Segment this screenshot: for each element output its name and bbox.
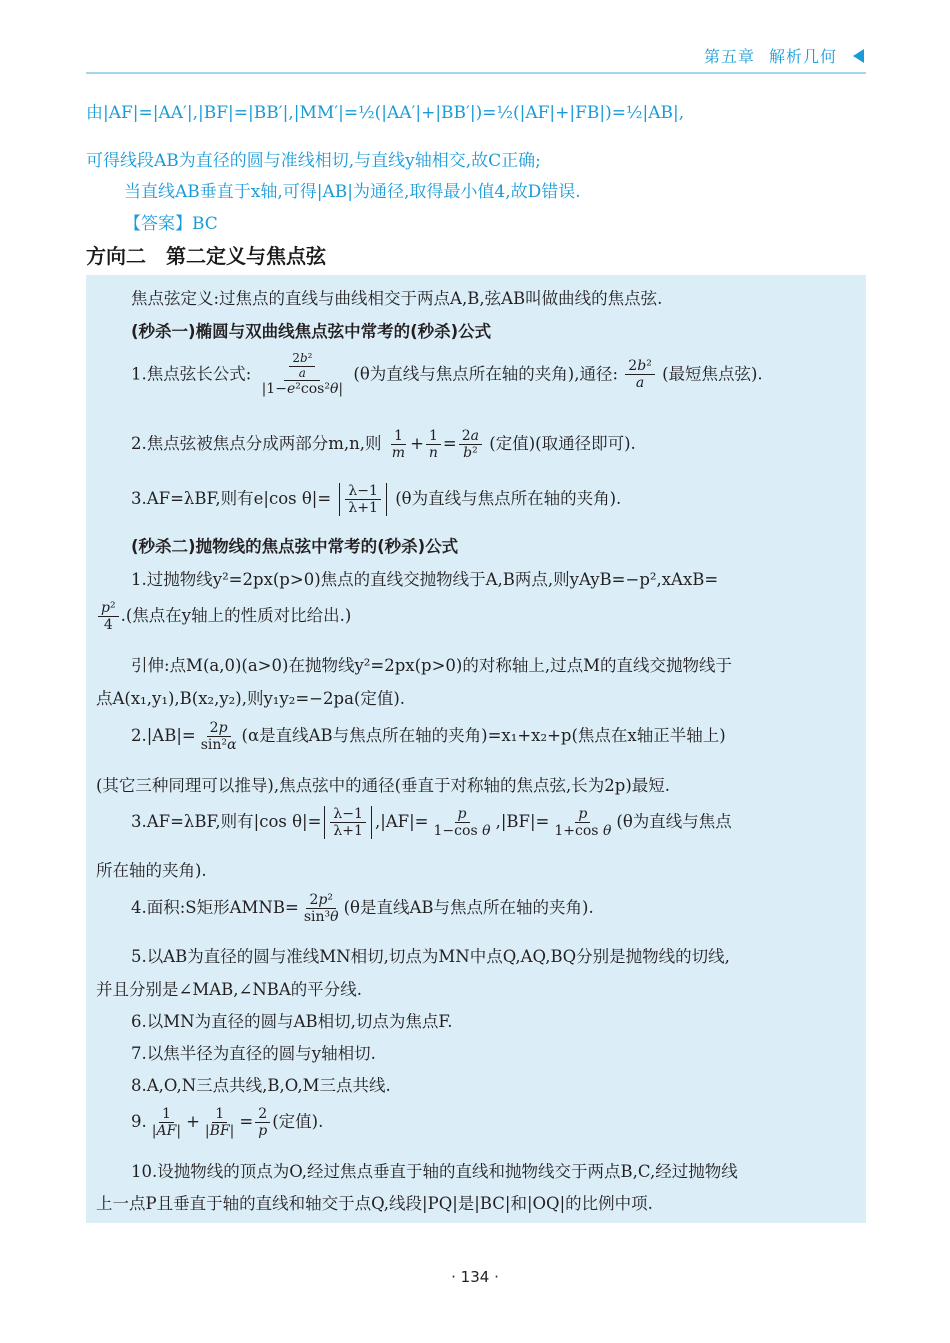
section-title: 方向二 第二定义与焦点弦 xyxy=(86,244,326,268)
header-rule xyxy=(86,72,866,74)
parabola-8: 8.A,O,N三点共线,B,O,M三点共线. xyxy=(131,1076,391,1095)
formula-1: 1.焦点弦长公式: $\frac{\frac{\text{2b²}}{a}}{\text{|1−e²cos²θ|}}$ (θ为直线与焦点所在轴的夹角),通径: $\frac{\text{2b²}}{a}$ (最短焦点弦). xyxy=(131,351,763,398)
parabola-2a: 2.|AB|= $\frac{2p}{\text{sin²α}}$ (α是直线AB与焦点所在轴的夹角)=x₁+x₂+p(焦点在x轴正半轴上) xyxy=(131,720,726,754)
extension-1: 引伸:点M(a,0)(a>0)在抛物线y²=2px(p>0)的对称轴上,过点M的直线交抛物线于 xyxy=(131,656,732,675)
running-header xyxy=(704,44,864,67)
parabola-3a: 3.AF=λBF,则有|cos θ|= $\frac{\lambda-1}{\lambda+1}$ ,|AF|= $\frac{p}{\text{1−cos θ}}$ ,|BF|= $\frac{p}{\text{1+cos θ}}$ (θ为直线与焦点 xyxy=(131,806,732,840)
parabola-3b: 所在轴的夹角). xyxy=(96,861,207,880)
focal-chord-definition: 焦点弦定义:过焦点的直线与曲线相交于两点A,B,弦AB叫做曲线的焦点弦. xyxy=(131,289,663,308)
parabola-6: 6.以MN为直径的圆与AB相切,切点为焦点F. xyxy=(131,1012,453,1031)
chord-length-fraction: $\frac{\frac{\text{2b²}}{a}}{\text{|1−e²cos²θ|}}$ xyxy=(261,351,344,398)
page-number: · 134 · xyxy=(451,1268,499,1286)
chapter-label: 第五章 xyxy=(703,47,755,66)
parabola-1a: 1.过抛物线y²=2px(p>0)焦点的直线交抛物线于A,B两点,则yAyB=−p²,xAxB= xyxy=(131,570,719,589)
answer-line: 【答案】BC xyxy=(124,214,218,234)
parabola-10b: 上一点P且垂直于轴的直线和轴交于点Q,线段|PQ|是|BC|和|OQ|的比例中项. xyxy=(96,1194,653,1213)
parabola-2b: (其它三种同理可以推导),焦点弦中的通径(垂直于对称轴的焦点弦,长为2p)最短. xyxy=(96,776,671,795)
heading-ellipse-hyperbola: (秒杀一)椭圆与双曲线焦点弦中常考的(秒杀)公式 xyxy=(131,322,492,341)
parabola-1b: $\frac{\text{p²}}{4}$ .(焦点在y轴上的性质对比给出.) xyxy=(96,600,351,633)
parabola-7: 7.以焦半径为直径的圆与y轴相切. xyxy=(131,1044,376,1063)
heading-parabola: (秒杀二)抛物线的焦点弦中常考的(秒杀)公式 xyxy=(131,537,459,556)
parabola-10a: 10.设抛物线的顶点为O,经过焦点垂直于轴的直线和抛物线交于两点B,C,经过抛物线 xyxy=(131,1162,738,1181)
parabola-9: 9. $\frac{1}{|AF|}$ + $\frac{1}{|BF|}$ = $\frac{2}{p}$ (定值). xyxy=(131,1106,324,1140)
parabola-4: 4.面积:S矩形AMNB= $\frac{\text{2p²}}{\text{sin³θ}}$ (θ是直线AB与焦点所在轴的夹角). xyxy=(131,892,594,926)
topic-label: 解析几何 xyxy=(768,47,837,66)
parabola-5a: 5.以AB为直径的圆与准线MN相切,切点为MN中点Q,AQ,BQ分别是抛物线的切线, xyxy=(131,947,730,966)
solution-line-3: 当直线AB垂直于x轴,可得|AB|为通径,取得最小值4,故D错误. xyxy=(124,182,581,202)
solution-line-1: 由|AF|=|AA′|,|BF|=|BB′|,|MM′|=½(|AA′|+|BB′|)=½(|AF|+|FB|)=½|AB|, xyxy=(86,103,685,123)
triangle-left-icon xyxy=(853,49,864,63)
formula-3: 3.AF=λBF,则有e|cos θ|= $\frac{\lambda-1}{\lambda+1}$ (θ为直线与焦点所在轴的夹角). xyxy=(131,483,622,517)
solution-line-2: 可得线段AB为直径的圆与准线相切,与直线y轴相交,故C正确; xyxy=(86,151,541,171)
latus-rectum-fraction: $\frac{\text{2b²}}{a}$ xyxy=(625,358,655,391)
parabola-5b: 并且分别是∠MAB,∠NBA的平分线. xyxy=(96,980,363,999)
formula-2: 2.焦点弦被焦点分成两部分m,n,则 $\frac{1}{m}$ + $\frac{1}{n}$ = $\frac{2a}{\text{b²}}$ (定值)(取通径即可). xyxy=(131,428,636,462)
extension-2: 点A(x₁,y₁),B(x₂,y₂),则y₁y₂=−2pa(定值). xyxy=(96,689,406,708)
